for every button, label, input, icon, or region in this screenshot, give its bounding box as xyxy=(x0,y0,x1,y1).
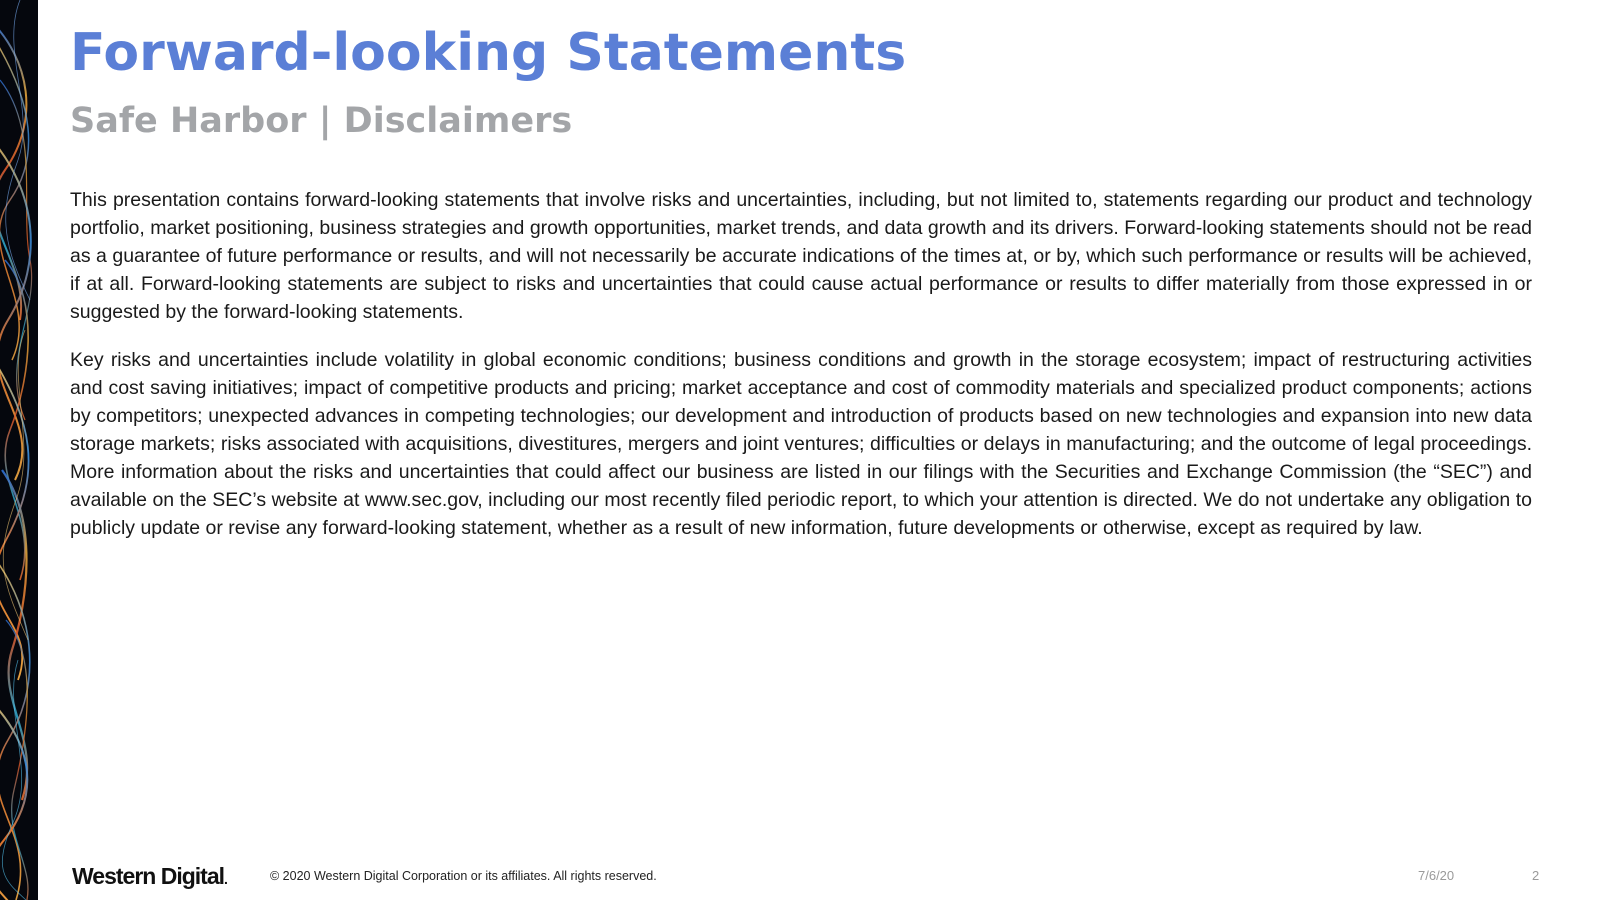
page-number: 2 xyxy=(1532,868,1540,883)
logo-mark: . xyxy=(224,871,227,887)
slide-date: 7/6/20 xyxy=(1418,868,1455,883)
copyright-notice: © 2020 Western Digital Corporation or its affiliates. All rights reserved. xyxy=(270,869,657,883)
logo-text: Western Digital xyxy=(72,863,224,889)
disclaimer-paragraph-2: Key risks and uncertainties include volatility in global economic conditions; business conditions and growth in the storage ecosystem; impact of restructuring activities and cost saving initiatives; impact of competitive products and pricing; market acceptance and cost of commodity materials and specialized product components; actions by competitors; unexpected advances in competing technologies; our development and introduction of products based on new technologies and expansion into new data storage markets; risks associated with acquisitions, divestitures, mergers and joint ventures; difficulties or delays in manufacturing; and the outcome of legal proceedings. More information about the risks and uncertainties that could affect our business are listed in our filings with the Securities and Exchange Commission (the “SEC”) and available on the SEC’s website at www.sec.gov, including our most recently filed periodic report, to which your attention is directed. We do not undertake any obligation to publicly update or revise any forward-looking statement, whether as a result of new information, future developments or otherwise, except as required by law. xyxy=(70,349,1532,539)
slide-footer xyxy=(0,860,1600,892)
disclaimer-body xyxy=(70,186,1532,562)
disclaimer-paragraph-1: This presentation contains forward-looking statements that involve risks and uncertainties, including, but not limited to, statements regarding our product and technology portfolio, market positioning, business strategies and growth opportunities, market trends, and data growth and its drivers. Forward-looking statements should not be read as a guarantee of future performance or results, and will not necessarily be accurate indications of the times at, or by, which such performance or results will be achieved, if at all. Forward-looking statements are subject to risks and uncertainties that could cause actual performance or results to differ materially from those expressed in or suggested by the forward-looking statements. xyxy=(70,189,1532,323)
decorative-side-artwork xyxy=(0,0,38,900)
slide-title: Forward-looking Statements xyxy=(70,23,907,83)
western-digital-logo xyxy=(72,862,227,893)
slide-subtitle: Safe Harbor | Disclaimers xyxy=(70,101,573,141)
abstract-light-streaks-image xyxy=(0,0,38,900)
